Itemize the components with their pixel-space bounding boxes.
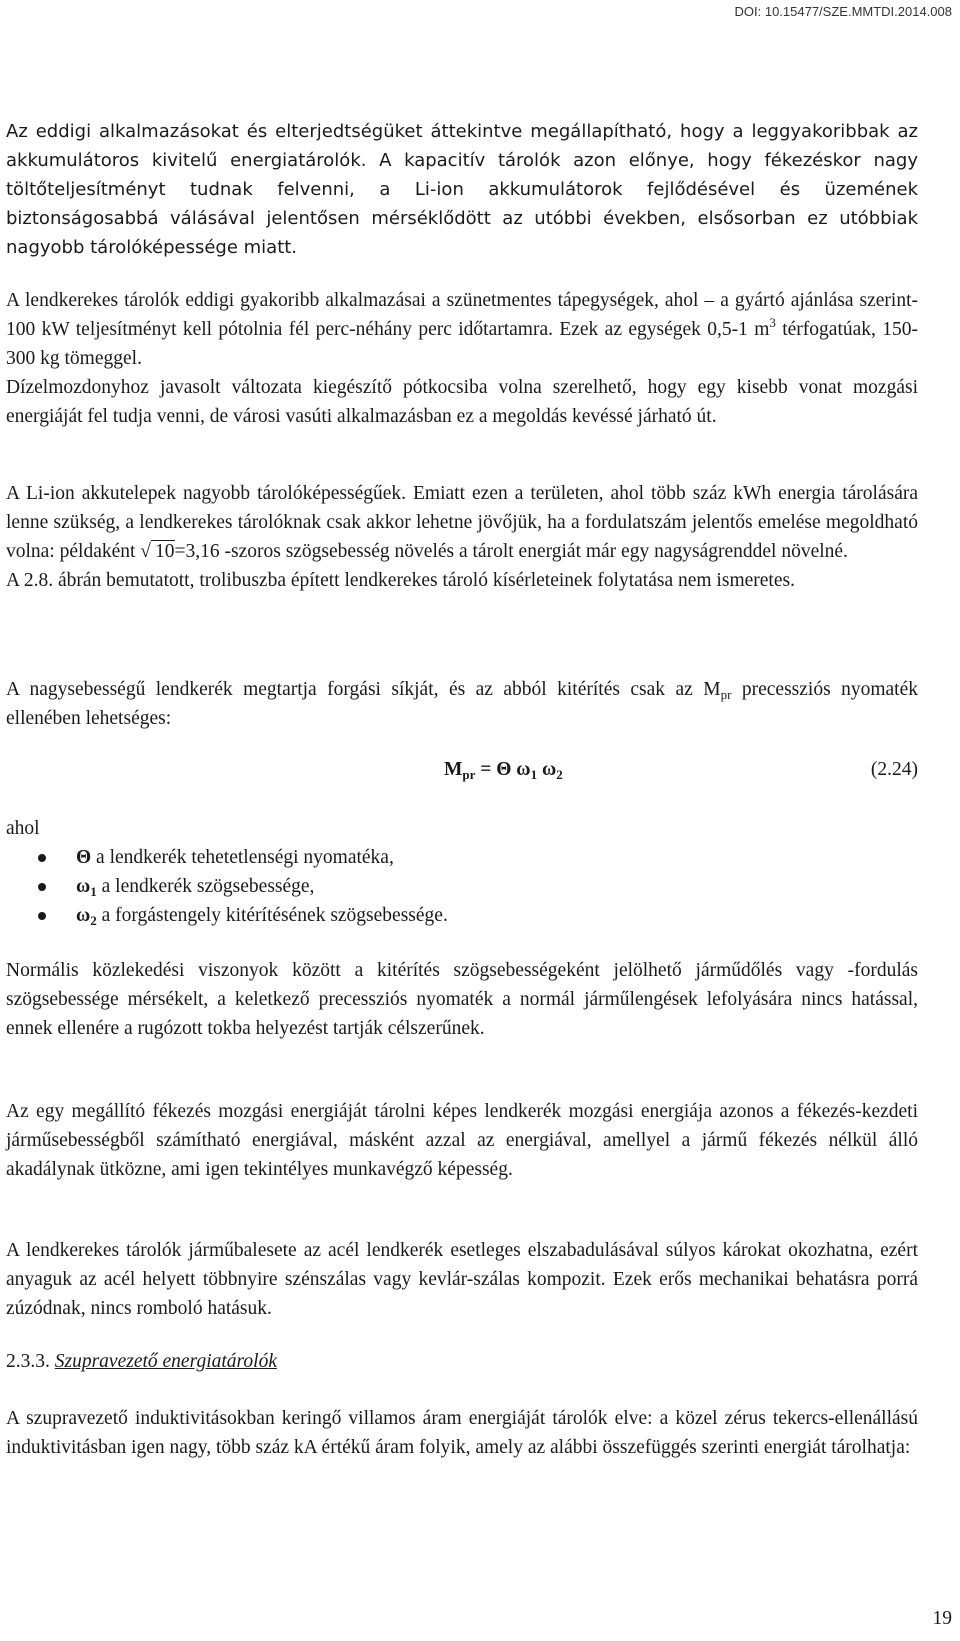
list-item: Θ a lendkerék tehetetlenségi nyomatéka, [0,843,448,872]
diesel-text: Dízelmozdonyhoz javasolt változata kiegészítő pótkocsiba volna szerelhető, hogy egy kisebb vonat mozgási energiáját fel tudja venni, de városi vasúti alkalmazásban ez a megoldás kevéssé járható út. [6,377,918,427]
trolleybus-text: A 2.8. ábrán bemutatott, trolibuszba épített lendkerekes tároló kísérleteinek folytatása nem ismeretes. [6,570,795,591]
flywheel-ups-text: A lendkerekes tárolók eddigi gyakoribb alkalmazásai a szünetmentes tápegységek, ahol – a gyártó ajánlása szerint- 100 kW teljesítményt kell pótolnia fél perc-néhány perc időtartamra. Ezek az egységek 0,5-1 m [6,290,918,340]
paragraph-storage-overview: Az eddigi alkalmazásokat és elterjedtségüket áttekintve megállapítható, hogy a leggyakoribbak az akkumulátoros kivitelű energiatárolók. A kapacitív tárolók azon előnye, hogy fékezéskor nagy töltőteljesítményt tudnak felvenni, a Li-ion akkumulátorok fejlődésével és üzemének biztonságosabbá válásával jelentősen mérséklődött az utóbbi években, elsősorban ez utóbbiak nagyobb tárolóképessége miatt. [6,121,918,258]
paragraph-braking-energy: Az egy megállító fékezés mozgási energiáját tárolni képes lendkerék mozgási energiája azonos a fékezés-kezdeti járműsebességből számítható energiával, másként azzal az energiával, amellyel a jármű fékezés nélkül álló akadálynak ütközne, ami igen tekintélyes munkavégző képesség. [6,1101,918,1180]
paragraph-accident: A lendkerekes tárolók járműbalesete az acél lendkerék esetleges elszabadulásával súlyos károkat okozhatna, ezért anyaguk az acél helyett többnyire szénszálas vagy kevlár-szálas kompozit. Ezek erős mechanikai behatásra porrá zúzódnak, nincs romboló hatásuk. [6,1240,918,1319]
list-item: $\omega_1$ a lendkerék szögsebessége, [0,872,448,901]
paragraph-li-ion [6,479,918,595]
ahol-label: ahol [6,818,40,839]
precession-text: A nagysebességű lendkerék megtartja forgási síkját, és az abból kitérítés csak az M [6,679,721,700]
symbol-definition-list [0,843,448,930]
list-item: $\omega_2$ a forgástengely kitérítésének szögsebessége. [0,901,448,930]
cubic-superscript: 3 [769,315,776,330]
doi-header: DOI: 10.15477/SZE.MMTDI.2014.008 [734,4,952,19]
paragraph-vehicle-tilt: Normális közlekedési viszonyok között a kitérítés szögsebességeként jelölhető járműdőlés vagy -fordulás szögsebessége mérsékelt, a keletkező precessziós nyomaték a normál járműlengések lefolyására nincs hatással, ennek ellenére a rugózott tokba helyezést tartják célszerűnek. [6,960,918,1039]
section-heading [6,1347,918,1376]
li-ion-text-2: =3,16 -szoros szögsebesség növelés a tárolt energiát már egy nagyságrenddel növelné. [174,541,848,562]
paragraph-precession [6,675,918,733]
pr-subscript: pr [720,687,732,702]
sqrt-symbol: √ [140,541,151,562]
section-title: Szupravezető energiatárolók [54,1351,277,1372]
equation-number: (2.24) [870,759,918,780]
section-number: 2.3.3. [6,1351,55,1372]
page-number: 19 [932,1608,952,1629]
sqrt-radicand: 10 [151,540,175,563]
equation-formula: $M_{pr} = \Theta$ $\omega_1$ $\omega_2$ [444,759,563,782]
precession-text-2: precessziós nyomaték ellenében lehetséges: [6,679,918,729]
paragraph-flywheel-ups [6,286,918,431]
flywheel-ups-text-2: térfogatúak, 150-300 kg tömeggel. [6,319,918,369]
paragraph-superconducting: A szupravezető induktivitásokban keringő villamos áram energiáját tárolók elve: a közel zérus tekercs-ellenállású induktivitásban igen nagy, több száz kA értékű áram folyik, amely az alábbi összefüggés szerinti energiát tárolhatja: [6,1408,918,1458]
li-ion-text: A Li-ion akkutelepek nagyobb tárolóképességűek. Emiatt ezen a területen, ahol több száz kWh energia tárolására lenne szükség, a lendkerekes tárolóknak csak akkor lehetne jövőjük, ha a fordulatszám jelentős emelése megoldható volna: példaként [6,483,918,562]
